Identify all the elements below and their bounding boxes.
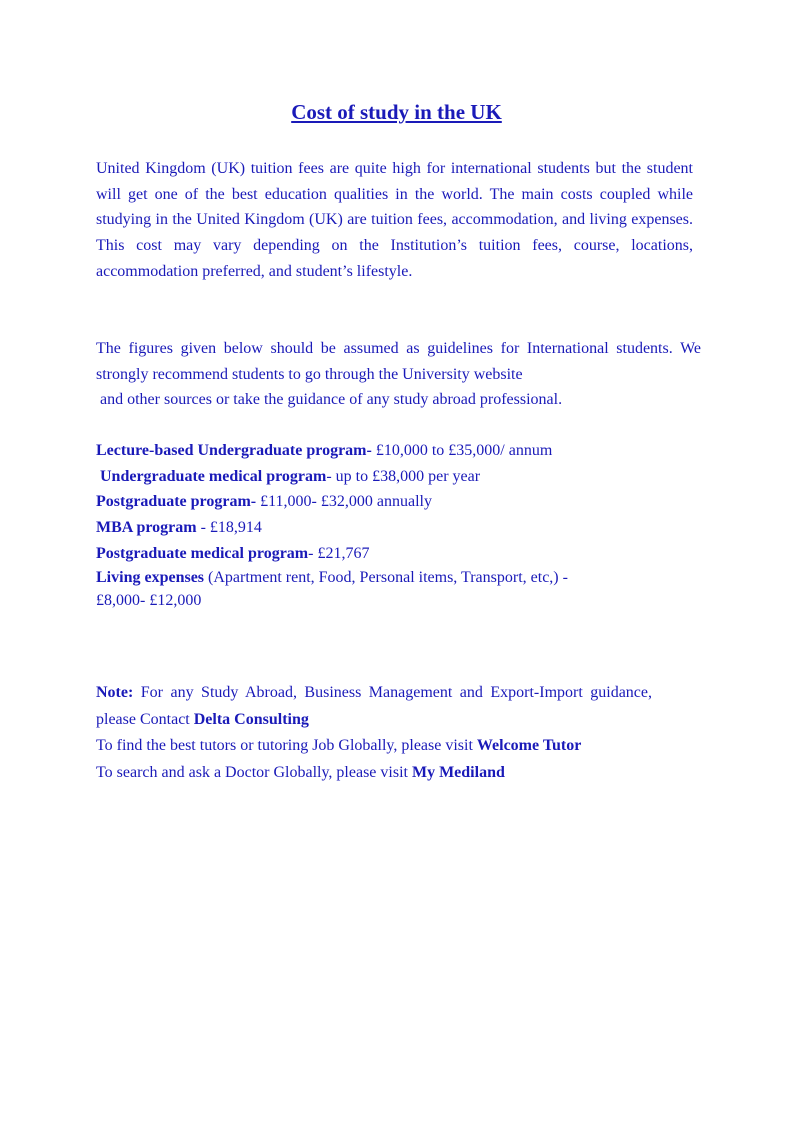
cost-value: £11,000- £32,000 annually xyxy=(256,493,432,511)
contact-notes xyxy=(96,680,652,786)
cost-list xyxy=(96,438,696,613)
my-mediland-link[interactable]: My Mediland xyxy=(411,763,505,781)
cost-item-living-expenses xyxy=(96,567,616,588)
doctor-line xyxy=(96,760,652,787)
guidance-line-1: The figures given below should be assumed as guidelines for International students. We strongly recommend students to go through the University website xyxy=(96,340,701,383)
doctor-text: To search and ask a Doctor Globally, please visit xyxy=(96,763,412,781)
cost-item-postgraduate-medical xyxy=(96,541,696,567)
cost-item-undergraduate-medical xyxy=(96,464,696,490)
welcome-tutor-link[interactable]: Welcome Tutor xyxy=(476,737,582,754)
page-title: Cost of study in the UK xyxy=(291,100,502,124)
note-text: For any Study Abroad, Business Management and Export-Import guidance, please Contact xyxy=(96,684,652,728)
cost-item-living-expenses-range xyxy=(96,588,696,614)
tutor-text: To find the best tutors or tutoring Job Globally, please visit xyxy=(96,737,477,754)
cost-value: £10,000 to £35,000/ annum xyxy=(371,442,553,459)
cost-label: Postgraduate medical program xyxy=(96,544,309,562)
cost-value: - £18,914 xyxy=(196,519,262,537)
cost-label: Living expenses xyxy=(96,568,205,586)
guidance-line-2: and other sources or take the guidance of any study abroad professional. xyxy=(100,391,563,409)
cost-label: Postgraduate program- xyxy=(96,493,257,511)
intro-paragraph: United Kingdom (UK) tuition fees are quite high for international students but the student will get one of the best education qualities in the world. The main costs coupled while studying in the United Kingdom (UK) are tuition fees, accommodation, and living expenses. This cost may vary depending on the Institution’s tuition fees, course, locations, accommodation preferred, and student’s lifestyle. xyxy=(96,160,693,280)
delta-consulting-link[interactable]: Delta Consulting xyxy=(193,710,309,728)
cost-value: (Apartment rent, Food, Personal items, Transport, etc,) - xyxy=(204,568,568,586)
cost-item-postgraduate xyxy=(96,489,696,515)
cost-label: MBA program xyxy=(96,519,197,537)
cost-label: Undergraduate medical program xyxy=(100,467,327,485)
guidance-paragraph xyxy=(96,336,701,413)
cost-label: Lecture-based Undergraduate program- xyxy=(96,442,372,459)
cost-value: - up to £38,000 per year xyxy=(326,467,481,485)
tutor-line xyxy=(96,733,652,760)
cost-value: £8,000- £12,000 xyxy=(96,591,202,609)
cost-item-mba xyxy=(96,515,696,541)
note-label: Note: xyxy=(96,684,134,701)
cost-value: - £21,767 xyxy=(308,544,370,562)
cost-item-undergraduate xyxy=(96,438,696,464)
note-line xyxy=(96,680,652,733)
